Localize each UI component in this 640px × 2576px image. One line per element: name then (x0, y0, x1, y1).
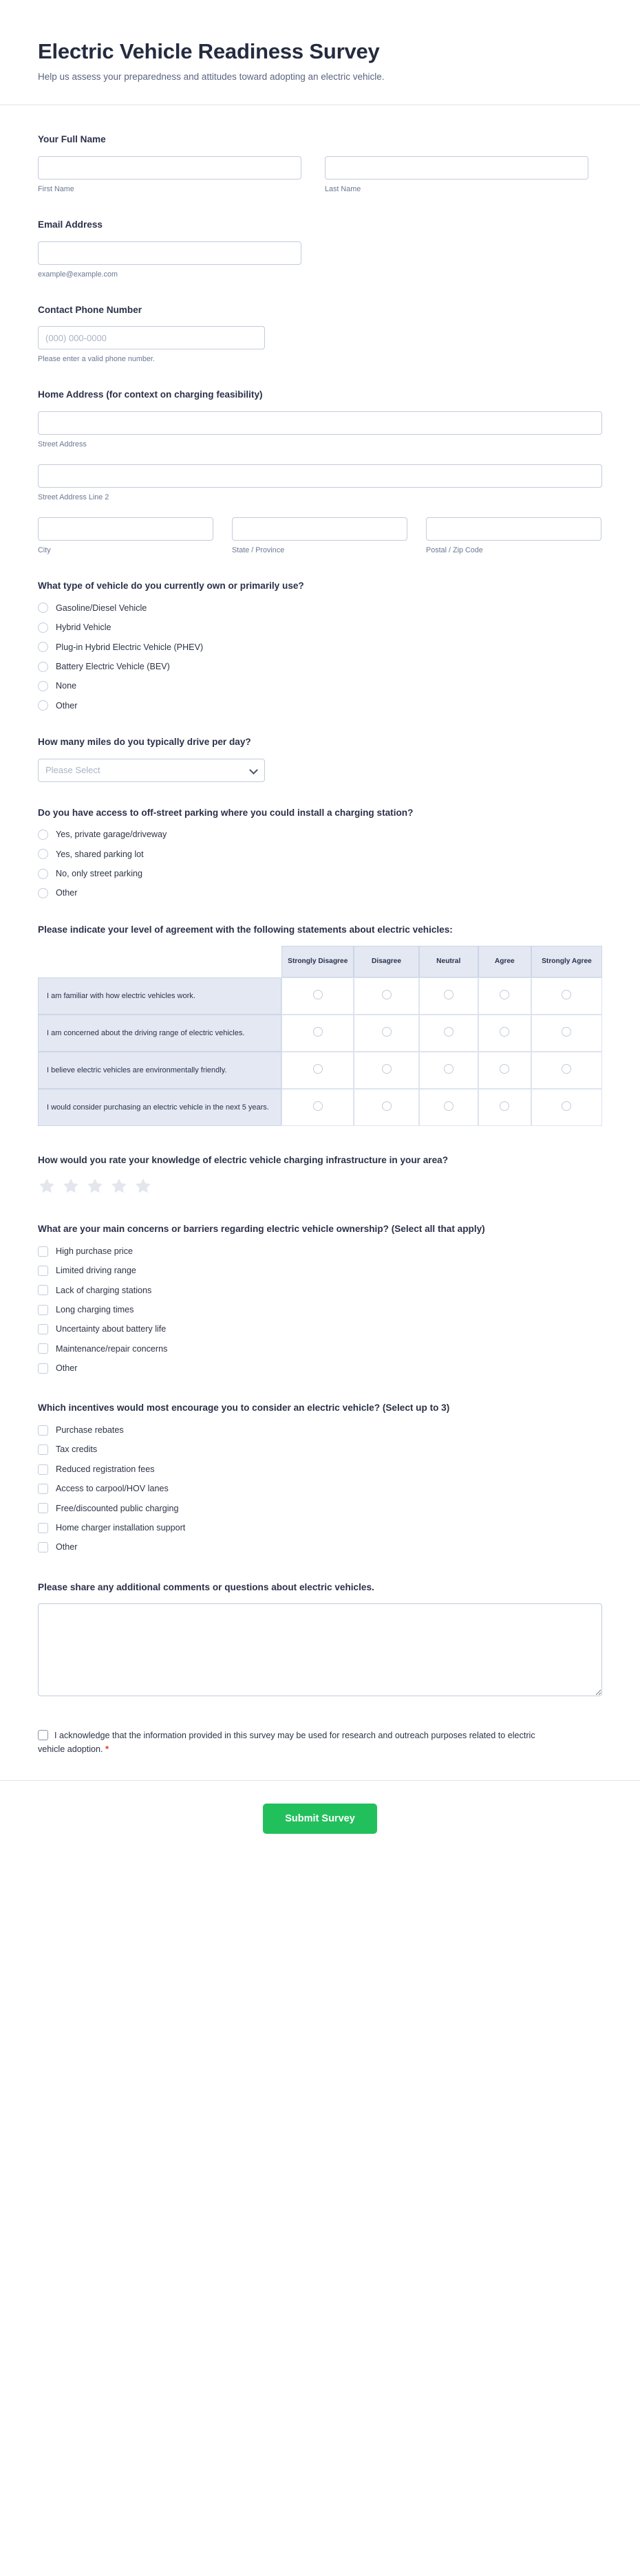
matrix-cell[interactable] (478, 1089, 531, 1126)
radio-icon[interactable] (382, 1064, 392, 1074)
radio-icon[interactable] (562, 1101, 571, 1111)
matrix-column-header: Strongly Agree (531, 946, 602, 977)
checkbox-option[interactable] (38, 1425, 602, 1436)
matrix-cell[interactable] (478, 977, 531, 1015)
matrix-cell[interactable] (281, 1089, 354, 1126)
matrix-column-header: Disagree (354, 946, 418, 977)
acknowledgement-row[interactable] (38, 1729, 561, 1757)
street-address-input[interactable] (38, 411, 602, 435)
star-icon[interactable] (86, 1177, 104, 1195)
phone-sublabel: Please enter a valid phone number. (38, 355, 155, 364)
option-label: Other (56, 888, 78, 898)
radio-option[interactable] (38, 622, 602, 633)
checkbox-icon[interactable] (38, 1464, 48, 1475)
checkbox-icon[interactable] (38, 1444, 48, 1455)
field-address (38, 388, 602, 555)
option-label: None (56, 681, 77, 691)
radio-option[interactable] (38, 642, 602, 653)
street-address-2-sublabel: Street Address Line 2 (38, 493, 109, 502)
submit-button[interactable]: Submit Survey (263, 1804, 377, 1834)
checkbox-icon[interactable] (38, 1324, 48, 1334)
option-label: Yes, private garage/driveway (56, 830, 167, 840)
full-name-label: Your Full Name (38, 134, 106, 145)
radio-icon[interactable] (382, 990, 392, 999)
acknowledgement-checkbox-icon[interactable] (38, 1730, 48, 1740)
option-label: Gasoline/Diesel Vehicle (56, 603, 147, 613)
option-label: Purchase rebates (56, 1425, 124, 1436)
survey-form (0, 105, 640, 1757)
radio-icon[interactable] (313, 990, 323, 999)
checkbox-icon[interactable] (38, 1503, 48, 1513)
checkbox-option[interactable] (38, 1464, 602, 1475)
checkbox-icon[interactable] (38, 1363, 48, 1374)
field-full-name (38, 133, 602, 194)
matrix-column-header: Neutral (419, 946, 478, 977)
matrix-cell[interactable] (419, 1052, 478, 1089)
question-vehicle-type (38, 579, 602, 711)
checkbox-option[interactable] (38, 1265, 602, 1276)
table-row (38, 977, 602, 1015)
radio-icon[interactable] (38, 623, 48, 633)
matrix-row-label: I am familiar with how electric vehicles work. (38, 977, 281, 1015)
radio-option[interactable] (38, 661, 602, 672)
question-parking-access (38, 806, 602, 899)
radio-option[interactable] (38, 700, 602, 711)
matrix-cell[interactable] (478, 1052, 531, 1089)
radio-icon[interactable] (382, 1027, 392, 1037)
option-label: Other (56, 700, 78, 711)
option-label: Maintenance/repair concerns (56, 1343, 168, 1354)
question-miles-per-day (38, 735, 602, 782)
checkbox-icon[interactable] (38, 1305, 48, 1315)
option-label: Lack of charging stations (56, 1285, 152, 1295)
matrix-cell[interactable] (281, 977, 354, 1015)
state-group (232, 517, 407, 555)
radio-icon[interactable] (38, 662, 48, 672)
radio-icon[interactable] (500, 1101, 509, 1111)
radio-option[interactable] (38, 887, 602, 898)
checkbox-option[interactable] (38, 1323, 602, 1334)
street2-group (38, 464, 602, 502)
question-agreement-matrix (38, 923, 602, 1127)
checkbox-option[interactable] (38, 1444, 602, 1455)
star-icon[interactable] (38, 1177, 56, 1195)
checkbox-option[interactable] (38, 1483, 602, 1494)
checkbox-option[interactable] (38, 1343, 602, 1354)
radio-icon[interactable] (38, 603, 48, 613)
zip-sublabel: Postal / Zip Code (426, 546, 483, 555)
agreement-matrix-table (38, 946, 602, 1126)
checkbox-option[interactable] (38, 1285, 602, 1296)
checkbox-icon[interactable] (38, 1425, 48, 1436)
matrix-cell[interactable] (478, 1015, 531, 1052)
matrix-row-label: I am concerned about the driving range of electric vehicles. (38, 1015, 281, 1052)
city-sublabel: City (38, 546, 51, 555)
radio-icon[interactable] (444, 1027, 454, 1037)
checkbox-option[interactable] (38, 1304, 602, 1315)
matrix-row-label: I believe electric vehicles are environmentally friendly. (38, 1052, 281, 1089)
vehicle-type-options (38, 603, 602, 711)
matrix-cell[interactable] (354, 1015, 418, 1052)
city-group (38, 517, 213, 555)
comments-textarea[interactable] (38, 1603, 602, 1696)
phone-input[interactable] (38, 326, 265, 349)
radio-icon[interactable] (500, 1027, 509, 1037)
option-label: Battery Electric Vehicle (BEV) (56, 661, 170, 671)
table-row (38, 1089, 602, 1126)
required-asterisk: * (105, 1744, 109, 1755)
star-icon[interactable] (62, 1177, 80, 1195)
option-label: Reduced registration fees (56, 1464, 155, 1474)
phone-group (38, 326, 265, 364)
table-row (38, 1015, 602, 1052)
radio-icon[interactable] (38, 830, 48, 840)
radio-option[interactable] (38, 603, 602, 614)
state-sublabel: State / Province (232, 546, 285, 555)
radio-icon[interactable] (444, 1101, 454, 1111)
state-input[interactable] (232, 517, 407, 541)
radio-icon[interactable] (444, 990, 454, 999)
city-state-zip-row (38, 517, 602, 555)
acknowledgement-text: I acknowledge that the information provided in this survey may be used for research and outreach purposes related to electric vehicle adoption. (38, 1731, 535, 1755)
radio-icon[interactable] (38, 869, 48, 879)
checkbox-icon[interactable] (38, 1246, 48, 1257)
option-label: Long charging times (56, 1304, 134, 1314)
matrix-cell[interactable] (281, 1052, 354, 1089)
checkbox-icon[interactable] (38, 1484, 48, 1494)
matrix-cell[interactable] (419, 977, 478, 1015)
matrix-cell[interactable] (531, 1015, 602, 1052)
star-icon[interactable] (110, 1177, 128, 1195)
radio-icon[interactable] (562, 990, 571, 999)
option-label: No, only street parking (56, 869, 142, 879)
radio-icon[interactable] (38, 642, 48, 652)
option-label: Yes, shared parking lot (56, 849, 144, 859)
field-phone (38, 303, 602, 365)
street-address-2-input[interactable] (38, 464, 602, 488)
radio-icon[interactable] (500, 1064, 509, 1074)
radio-icon[interactable] (313, 1064, 323, 1074)
radio-option[interactable] (38, 849, 602, 860)
option-label: Home charger installation support (56, 1522, 186, 1533)
parking-access-label: Do you have access to off-street parking where you could install a charging station? (38, 807, 414, 818)
matrix-corner-cell (38, 946, 281, 977)
page-title: Electric Vehicle Readiness Survey (38, 39, 380, 63)
checkbox-option[interactable] (38, 1541, 602, 1552)
radio-icon[interactable] (562, 1064, 571, 1074)
checkbox-option[interactable] (38, 1363, 602, 1374)
matrix-cell[interactable] (419, 1015, 478, 1052)
zip-input[interactable] (426, 517, 601, 541)
radio-icon[interactable] (38, 849, 48, 859)
matrix-cell[interactable] (354, 1089, 418, 1126)
last-name-input[interactable] (325, 156, 588, 180)
matrix-column-header: Agree (478, 946, 531, 977)
first-name-input[interactable] (38, 156, 301, 180)
vehicle-type-label: What type of vehicle do you currently own or primarily use? (38, 581, 304, 592)
radio-icon[interactable] (313, 1101, 323, 1111)
radio-icon[interactable] (38, 888, 48, 898)
concerns-label: What are your main concerns or barriers regarding electric vehicle ownership? (Select all that apply) (38, 1224, 485, 1235)
option-label: Uncertainty about battery life (56, 1324, 167, 1334)
incentives-options (38, 1425, 602, 1553)
checkbox-option[interactable] (38, 1522, 602, 1533)
option-label: Hybrid Vehicle (56, 623, 111, 633)
matrix-column-header: Strongly Disagree (281, 946, 354, 977)
question-concerns (38, 1222, 602, 1374)
radio-icon[interactable] (382, 1101, 392, 1111)
radio-option[interactable] (38, 680, 602, 691)
matrix-header (38, 946, 602, 977)
matrix-header-row (38, 946, 602, 977)
matrix-cell[interactable] (531, 977, 602, 1015)
parking-options (38, 829, 602, 898)
radio-icon[interactable] (313, 1027, 323, 1037)
radio-icon[interactable] (38, 700, 48, 711)
incentives-label: Which incentives would most encourage you to consider an electric vehicle? (Select up to 3) (38, 1403, 450, 1414)
option-label: High purchase price (56, 1246, 134, 1256)
option-label: Other (56, 1363, 78, 1374)
table-row (38, 1052, 602, 1089)
comments-label: Please share any additional comments or questions about electric vehicles. (38, 1581, 374, 1592)
matrix-cell[interactable] (531, 1052, 602, 1089)
field-email (38, 218, 602, 279)
matrix-cell[interactable] (531, 1089, 602, 1126)
last-name-group (325, 156, 588, 194)
matrix-cell[interactable] (354, 977, 418, 1015)
question-knowledge-rating (38, 1154, 602, 1195)
checkbox-icon[interactable] (38, 1285, 48, 1295)
option-label: Limited driving range (56, 1266, 136, 1276)
star-rating[interactable] (38, 1177, 602, 1195)
city-input[interactable] (38, 517, 213, 541)
agreement-matrix-label: Please indicate your level of agreement with the following statements about electric vehicles: (38, 924, 453, 935)
email-input[interactable] (38, 241, 301, 265)
zip-group (426, 517, 601, 555)
matrix-row-label: I would consider purchasing an electric vehicle in the next 5 years. (38, 1089, 281, 1126)
page-subtitle: Help us assess your preparedness and attitudes toward adopting an electric vehicle. (38, 72, 385, 83)
star-icon[interactable] (134, 1177, 152, 1195)
radio-icon[interactable] (562, 1027, 571, 1037)
radio-icon[interactable] (444, 1064, 454, 1074)
last-name-sublabel: Last Name (325, 184, 361, 193)
field-comments (38, 1581, 602, 1700)
radio-icon[interactable] (500, 990, 509, 999)
form-footer (0, 1781, 640, 1861)
checkbox-option[interactable] (38, 1246, 602, 1257)
acknowledgement-block (38, 1729, 561, 1757)
phone-label: Contact Phone Number (38, 304, 142, 315)
full-name-row (38, 156, 602, 194)
checkbox-option[interactable] (38, 1503, 602, 1514)
checkbox-icon[interactable] (38, 1542, 48, 1552)
street-address-sublabel: Street Address (38, 440, 87, 448)
email-group (38, 241, 301, 279)
first-name-group (38, 156, 301, 194)
checkbox-icon[interactable] (38, 1343, 48, 1354)
matrix-cell[interactable] (419, 1089, 478, 1126)
matrix-body (38, 977, 602, 1126)
checkbox-icon[interactable] (38, 1266, 48, 1276)
option-label: Plug-in Hybrid Electric Vehicle (PHEV) (56, 642, 204, 652)
first-name-sublabel: First Name (38, 184, 74, 193)
radio-option[interactable] (38, 868, 602, 879)
option-label: Access to carpool/HOV lanes (56, 1484, 169, 1494)
option-label: Free/discounted public charging (56, 1503, 179, 1513)
radio-option[interactable] (38, 829, 602, 840)
email-label: Email Address (38, 219, 103, 230)
matrix-cell[interactable] (281, 1015, 354, 1052)
checkbox-icon[interactable] (38, 1523, 48, 1533)
miles-per-day-select[interactable] (38, 759, 265, 782)
street-group (38, 411, 602, 449)
miles-per-day-selected-value[interactable]: Please Select (38, 759, 265, 782)
knowledge-rating-label: How would you rate your knowledge of electric vehicle charging infrastructure in your area? (38, 1155, 448, 1166)
option-label: Tax credits (56, 1444, 98, 1455)
address-label: Home Address (for context on charging feasibility) (38, 389, 263, 400)
survey-header (0, 0, 640, 105)
question-incentives (38, 1401, 602, 1552)
option-label: Other (56, 1542, 78, 1552)
email-sublabel: example@example.com (38, 270, 118, 279)
concerns-options (38, 1246, 602, 1374)
radio-icon[interactable] (38, 681, 48, 691)
miles-per-day-label: How many miles do you typically drive per day? (38, 736, 251, 747)
matrix-cell[interactable] (354, 1052, 418, 1089)
